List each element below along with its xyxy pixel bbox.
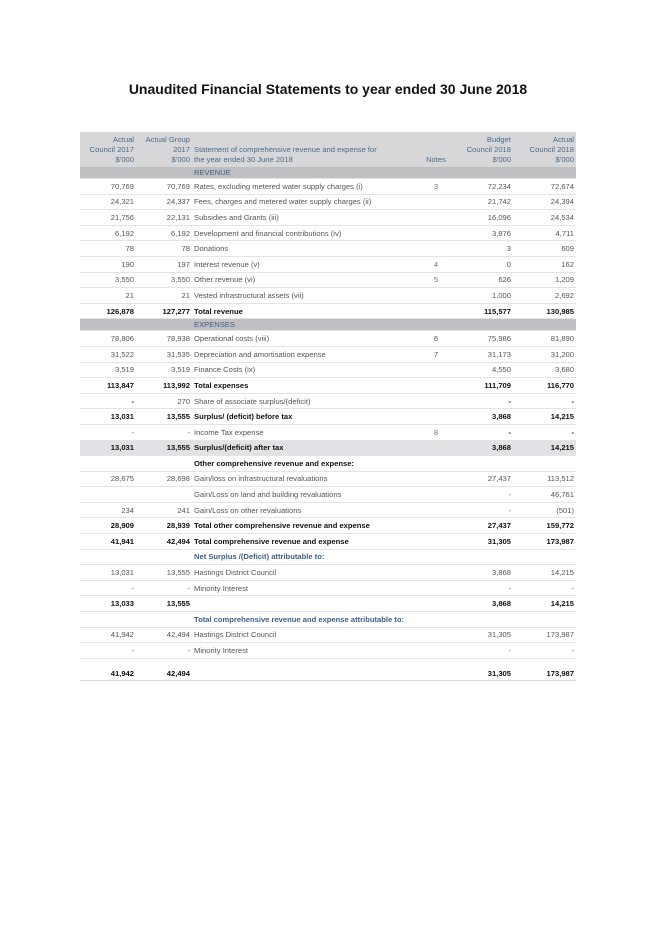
- notes-cell: [422, 288, 450, 304]
- cell: [513, 167, 576, 179]
- table-row: [80, 256, 576, 272]
- value-cell: 41,942: [80, 627, 136, 643]
- description-cell: Hastings District Council: [192, 565, 422, 581]
- description-cell: Hastings District Council: [192, 627, 422, 643]
- description-cell: Fees, charges and metered water supply charges (ii): [192, 194, 422, 210]
- value-cell: 14,215: [513, 596, 576, 612]
- description-cell: Finance Costs (ix): [192, 362, 422, 378]
- table-row: [80, 194, 576, 210]
- table-row: [80, 393, 576, 409]
- section-row-revenue: [80, 167, 576, 179]
- net-surplus-total-row: [80, 596, 576, 612]
- description-cell: Minority Interest: [192, 580, 422, 596]
- notes-cell: [422, 362, 450, 378]
- description-cell: Total revenue: [192, 303, 422, 319]
- value-cell: -: [513, 580, 576, 596]
- description-cell: Donations: [192, 241, 422, 257]
- notes-cell: [422, 627, 450, 643]
- value-cell: -: [450, 502, 513, 518]
- value-cell: 41,941: [80, 534, 136, 550]
- value-cell: 173,987: [513, 627, 576, 643]
- value-cell: 130,985: [513, 303, 576, 319]
- table-row: [80, 627, 576, 643]
- notes-cell: [422, 194, 450, 210]
- value-cell: 626: [450, 272, 513, 288]
- table-row: [80, 225, 576, 241]
- value-cell: 2,692: [513, 288, 576, 304]
- value-cell: 70,769: [80, 179, 136, 195]
- value-cell: 3,876: [450, 225, 513, 241]
- value-cell: 234: [80, 502, 136, 518]
- table-header-row: [80, 132, 576, 167]
- notes-cell: [422, 393, 450, 409]
- value-cell: 22,131: [136, 210, 192, 226]
- value-cell: (501): [513, 502, 576, 518]
- description-cell: Gain/loss on infrastructural revaluations: [192, 471, 422, 487]
- notes-cell: [422, 225, 450, 241]
- description-cell: Interest revenue (v): [192, 256, 422, 272]
- subheading-total-comprehensive-attributable: [80, 612, 576, 628]
- notes-cell: 6: [422, 331, 450, 347]
- description-cell: Gain/Loss on land and building revaluations: [192, 487, 422, 503]
- value-cell: 270: [136, 393, 192, 409]
- value-cell: 42,494: [136, 534, 192, 550]
- cell: [136, 167, 192, 179]
- table-row: [80, 565, 576, 581]
- cell: [136, 456, 192, 472]
- notes-cell: [422, 210, 450, 226]
- value-cell: -: [513, 393, 576, 409]
- description-cell: Depreciation and amortisation expense: [192, 346, 422, 362]
- value-cell: 3,519: [80, 362, 136, 378]
- value-cell: 113,992: [136, 378, 192, 394]
- value-cell: 3,868: [450, 440, 513, 456]
- value-cell: 190: [80, 256, 136, 272]
- value-cell: 241: [136, 502, 192, 518]
- note-link[interactable]: 5: [422, 272, 450, 288]
- header-actual-group-2017: Actual Group 2017 $'000: [136, 132, 192, 167]
- description-cell: REVENUE: [192, 167, 422, 179]
- notes-cell: [422, 440, 450, 456]
- value-cell: 27,437: [450, 518, 513, 534]
- value-cell: 21: [136, 288, 192, 304]
- value-cell: 0: [450, 256, 513, 272]
- value-cell: 173,987: [513, 658, 576, 681]
- table-row: [80, 580, 576, 596]
- header-notes: Notes: [422, 132, 450, 167]
- value-cell: 28,939: [136, 518, 192, 534]
- cell: [450, 549, 513, 565]
- cell: [450, 319, 513, 331]
- value-cell: 111,709: [450, 378, 513, 394]
- table-row: [80, 424, 576, 440]
- table-row: [80, 210, 576, 226]
- cell: [513, 549, 576, 565]
- notes-cell: [422, 378, 450, 394]
- cell: [80, 319, 136, 331]
- value-cell: 13,555: [136, 440, 192, 456]
- value-cell: 4,550: [450, 362, 513, 378]
- description-cell: [192, 658, 422, 681]
- description-cell: Share of associate surplus/(deficit): [192, 393, 422, 409]
- table-row: [80, 272, 576, 288]
- value-cell: 31,305: [450, 658, 513, 681]
- value-cell: -: [450, 487, 513, 503]
- table-row: [80, 643, 576, 659]
- description-cell: Vested infrastructural assets (vii): [192, 288, 422, 304]
- note-link[interactable]: 4: [422, 256, 450, 272]
- cell: [80, 167, 136, 179]
- description-cell: [192, 596, 422, 612]
- notes-cell: 7: [422, 346, 450, 362]
- value-cell: -: [136, 424, 192, 440]
- value-cell: 70,769: [136, 179, 192, 195]
- value-cell: 116,770: [513, 378, 576, 394]
- value-cell: 13,033: [80, 596, 136, 612]
- value-cell: -: [80, 643, 136, 659]
- value-cell: 3: [450, 241, 513, 257]
- value-cell: 28,675: [80, 471, 136, 487]
- value-cell: 31,522: [80, 346, 136, 362]
- value-cell: 113,847: [80, 378, 136, 394]
- value-cell: 13,555: [136, 565, 192, 581]
- value-cell: 31,305: [450, 534, 513, 550]
- cell: [80, 456, 136, 472]
- total-comprehensive-row: [80, 534, 576, 550]
- description-cell: Subsidies and Grants (iii): [192, 210, 422, 226]
- header-actual-council-2018: Actual Council 2018 $'000: [513, 132, 576, 167]
- value-cell: 126,878: [80, 303, 136, 319]
- table-row: [80, 288, 576, 304]
- value-cell: -: [136, 580, 192, 596]
- description-cell: Other revenue (vi): [192, 272, 422, 288]
- value-cell: 24,337: [136, 194, 192, 210]
- description-cell: Total comprehensive revenue and expense: [192, 534, 422, 550]
- total-expenses-row: [80, 378, 576, 394]
- description-cell: Gain/Loss on other revaluations: [192, 502, 422, 518]
- value-cell: -: [450, 424, 513, 440]
- value-cell: -: [450, 580, 513, 596]
- value-cell: 75,986: [450, 331, 513, 347]
- notes-cell: [422, 518, 450, 534]
- notes-cell: [422, 502, 450, 518]
- value-cell: 72,674: [513, 179, 576, 195]
- cell: [422, 319, 450, 331]
- section-row-expenses: [80, 319, 576, 331]
- value-cell: 72,234: [450, 179, 513, 195]
- value-cell: 14,215: [513, 565, 576, 581]
- value-cell: 159,772: [513, 518, 576, 534]
- value-cell: 3,519: [136, 362, 192, 378]
- value-cell: 13,031: [80, 565, 136, 581]
- table-row: [80, 346, 576, 362]
- description-cell: Total other comprehensive revenue and expense: [192, 518, 422, 534]
- notes-cell: [422, 643, 450, 659]
- value-cell: 3,550: [136, 272, 192, 288]
- value-cell: 6,192: [136, 225, 192, 241]
- value-cell: 27,437: [450, 471, 513, 487]
- value-cell: 21: [80, 288, 136, 304]
- surplus-before-tax-row: [80, 409, 576, 425]
- value-cell: [136, 487, 192, 503]
- value-cell: -: [80, 393, 136, 409]
- notes-cell: [422, 409, 450, 425]
- notes-cell: [422, 303, 450, 319]
- value-cell: -: [136, 643, 192, 659]
- value-cell: 78,938: [136, 331, 192, 347]
- value-cell: 4,711: [513, 225, 576, 241]
- value-cell: 14,215: [513, 440, 576, 456]
- value-cell: 42,494: [136, 658, 192, 681]
- value-cell: 31,305: [450, 627, 513, 643]
- value-cell: 3,868: [450, 409, 513, 425]
- value-cell: 42,494: [136, 627, 192, 643]
- value-cell: 3,868: [450, 596, 513, 612]
- cell: [80, 549, 136, 565]
- value-cell: -: [513, 643, 576, 659]
- table-row: [80, 331, 576, 347]
- header-budget-council-2018: Budget Council 2018 $'000: [450, 132, 513, 167]
- value-cell: 24,534: [513, 210, 576, 226]
- table-row: [80, 502, 576, 518]
- notes-cell: [422, 471, 450, 487]
- value-cell: 1,209: [513, 272, 576, 288]
- value-cell: 31,173: [450, 346, 513, 362]
- total-revenue-row: [80, 303, 576, 319]
- value-cell: 41,942: [80, 658, 136, 681]
- value-cell: 14,215: [513, 409, 576, 425]
- page-title: Unaudited Financial Statements to year ended 30 June 2018: [128, 81, 528, 97]
- description-cell: Minority Interest: [192, 643, 422, 659]
- value-cell: 21,756: [80, 210, 136, 226]
- cell: [136, 319, 192, 331]
- value-cell: 1,000: [450, 288, 513, 304]
- cell: [136, 549, 192, 565]
- cell: [513, 456, 576, 472]
- value-cell: 31,200: [513, 346, 576, 362]
- description-cell: Operational costs (viii): [192, 331, 422, 347]
- value-cell: -: [80, 424, 136, 440]
- value-cell: 28,698: [136, 471, 192, 487]
- description-cell: Development and financial contributions (iv): [192, 225, 422, 241]
- value-cell: 81,890: [513, 331, 576, 347]
- cell: [422, 549, 450, 565]
- value-cell: -: [80, 580, 136, 596]
- table-row: [80, 471, 576, 487]
- cell: [450, 612, 513, 628]
- table-row: [80, 487, 576, 503]
- notes-cell: [422, 534, 450, 550]
- value-cell: -: [450, 393, 513, 409]
- header-actual-council-2017: Actual Council 2017 $'000: [80, 132, 136, 167]
- value-cell: 21,742: [450, 194, 513, 210]
- header-statement-description: Statement of comprehensive revenue and expense for the year ended 30 June 2018: [192, 132, 422, 167]
- cell: [422, 456, 450, 472]
- description-cell: Total expenses: [192, 378, 422, 394]
- description-cell: Other comprehensive revenue and expense:: [192, 456, 422, 472]
- value-cell: 6,192: [80, 225, 136, 241]
- notes-cell: [422, 565, 450, 581]
- cell: [422, 167, 450, 179]
- value-cell: 3,680: [513, 362, 576, 378]
- value-cell: 24,321: [80, 194, 136, 210]
- value-cell: 13,031: [80, 409, 136, 425]
- notes-cell: [422, 241, 450, 257]
- value-cell: 162: [513, 256, 576, 272]
- attributable-total-row: [80, 658, 576, 681]
- value-cell: 115,577: [450, 303, 513, 319]
- value-cell: -: [513, 424, 576, 440]
- cell: [136, 612, 192, 628]
- financial-statement-table: [80, 132, 576, 681]
- cell: [450, 456, 513, 472]
- value-cell: 31,535: [136, 346, 192, 362]
- notes-cell: [422, 658, 450, 681]
- cell: [513, 319, 576, 331]
- value-cell: 78: [136, 241, 192, 257]
- description-cell: Rates, excluding metered water supply charges (i): [192, 179, 422, 195]
- table-row: [80, 179, 576, 195]
- note-link[interactable]: 3: [422, 179, 450, 195]
- note-link[interactable]: 8: [422, 424, 450, 440]
- value-cell: -: [450, 643, 513, 659]
- subheading-other-comprehensive: [80, 456, 576, 472]
- value-cell: 13,555: [136, 409, 192, 425]
- value-cell: 13,555: [136, 596, 192, 612]
- value-cell: 24,394: [513, 194, 576, 210]
- cell: [80, 612, 136, 628]
- description-cell: EXPENSES: [192, 319, 422, 331]
- description-cell: Total comprehensive revenue and expense attributable to:: [192, 612, 422, 628]
- description-cell: Surplus/ (deficit) before tax: [192, 409, 422, 425]
- value-cell: 13,031: [80, 440, 136, 456]
- value-cell: 28,909: [80, 518, 136, 534]
- notes-cell: [422, 487, 450, 503]
- table-row: [80, 241, 576, 257]
- description-cell: Income Tax expense: [192, 424, 422, 440]
- value-cell: 113,512: [513, 471, 576, 487]
- cell: [422, 612, 450, 628]
- value-cell: 3,868: [450, 565, 513, 581]
- table-row: [80, 362, 576, 378]
- value-cell: 46,761: [513, 487, 576, 503]
- value-cell: 3,550: [80, 272, 136, 288]
- total-other-comprehensive-row: [80, 518, 576, 534]
- description-cell: Surplus/(deficit) after tax: [192, 440, 422, 456]
- value-cell: 609: [513, 241, 576, 257]
- cell: [513, 612, 576, 628]
- notes-cell: [422, 580, 450, 596]
- subheading-net-surplus-attributable: [80, 549, 576, 565]
- value-cell: 16,096: [450, 210, 513, 226]
- surplus-after-tax-row: [80, 440, 576, 456]
- notes-cell: [422, 596, 450, 612]
- value-cell: 78,806: [80, 331, 136, 347]
- value-cell: [80, 487, 136, 503]
- value-cell: 78: [80, 241, 136, 257]
- description-cell: Net Surplus /(Deficit) attributable to:: [192, 549, 422, 565]
- cell: [450, 167, 513, 179]
- value-cell: 127,277: [136, 303, 192, 319]
- value-cell: 197: [136, 256, 192, 272]
- value-cell: 173,987: [513, 534, 576, 550]
